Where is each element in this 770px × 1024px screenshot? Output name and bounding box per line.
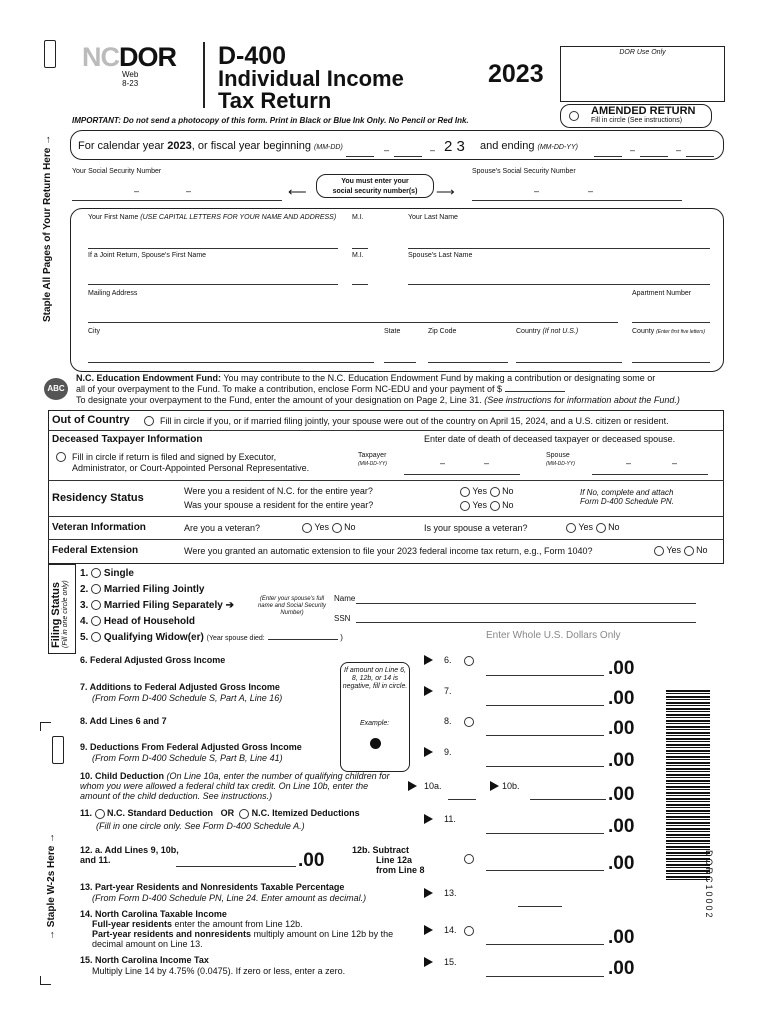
line6-negative-circle[interactable] [464,656,474,666]
line10a-field[interactable] [448,799,476,800]
period-yy[interactable]: 2 3 [444,138,465,155]
mi-field[interactable] [352,248,368,249]
spouse-ssn-filing[interactable] [356,622,696,623]
logo-divider [203,42,205,108]
filing-widow[interactable]: 5. Qualifying Widow(er) (Year spouse died: ) [80,632,343,643]
edu-fund-text: N.C. Education Endowment Fund: You may contribute to the N.C. Education Endowment Fund by making a contribution or designating some or all of your overpayment to the Fund. To make a contribution, enclose Form NC-EDU and your payment of $ To designate your overpayment to the Fund, enter the amount of your designation on Page 2, Line 31. (See instructions for information about the Fund.) [76,373,680,405]
filing-hoh[interactable]: 4. Head of Household [80,616,196,627]
spouse-death-date[interactable] [592,474,708,475]
line15-amount[interactable] [486,976,604,977]
line14-amount[interactable] [486,944,604,945]
out-of-country-circle[interactable] [144,416,154,426]
veteran-you-options[interactable]: Yes No [302,522,356,533]
last-name-field[interactable] [408,248,710,249]
w2-staple-bracket-top [40,722,51,731]
name-address-box [70,208,724,372]
state-field[interactable] [384,362,416,363]
spouse-ssn-label: Spouse's Social Security Number [472,168,576,175]
form-title-1: Individual Income [218,66,404,91]
must-enter-ssn: You must enter your social security number(s) [316,174,434,198]
your-ssn-field[interactable] [72,200,282,201]
ncdor-logo: NCDOR [82,42,176,72]
line8-amount[interactable] [486,735,604,736]
line6-amount[interactable] [486,675,604,676]
filing-joint[interactable]: 2. Married Filing Jointly [80,584,205,595]
veteran-spouse-options[interactable]: Yes No [566,522,620,533]
line8-negative-circle[interactable] [464,717,474,727]
executor-circle[interactable] [56,452,66,462]
abc-icon: ABC [44,378,68,400]
residency-you-options[interactable]: Yes No [460,486,514,497]
federal-ext-options[interactable]: Yes No [654,545,708,556]
residency-spouse-options[interactable]: Yes No [460,500,514,511]
county-field[interactable] [632,362,710,363]
period-text: For calendar year 2023, or fiscal year beginning (MM-DD) [78,140,343,152]
tax-year: 2023 [488,60,544,88]
first-name-label: Your First Name (USE CAPITAL LETTERS FOR YOUR NAME AND ADDRESS) [88,214,337,221]
important-note: IMPORTANT: Do not send a photocopy of this form. Print in Black or Blue Ink Only. No Pencil or Red Ink. [72,116,469,125]
staple-box-top [44,40,56,68]
spouse-name-field[interactable] [356,603,696,604]
staple-w2-text: → Staple W-2s Here → [46,832,57,940]
line9-amount[interactable] [486,766,604,767]
form-title-2: Tax Return [218,88,332,113]
staple-pages-text: Staple All Pages of Your Return Here → [42,134,53,322]
amended-box[interactable]: AMENDED RETURN Fill in circle (See instructions) [560,104,712,128]
filing-separate[interactable]: 3. Married Filing Separately ➔ [80,600,235,611]
spouse-first-field[interactable] [88,284,338,285]
period-ending: and ending (MM-DD-YY) [480,140,578,152]
dor-use-box: DOR Use Only [560,46,725,102]
spouse-mi-field[interactable] [352,284,368,285]
line12a-amount[interactable] [176,866,296,867]
line12b-amount[interactable] [486,870,604,871]
spouse-last-field[interactable] [408,284,710,285]
line11-amount[interactable] [486,833,604,834]
zip-field[interactable] [428,362,508,363]
line14-negative-circle[interactable] [464,926,474,936]
spouse-ssn-field[interactable] [472,200,682,201]
apartment-field[interactable] [632,322,710,323]
filing-single[interactable]: 1. Single [80,568,134,579]
your-ssn-label: Your Social Security Number [72,168,162,175]
line13-amount[interactable] [518,906,562,907]
country-field[interactable] [516,362,622,363]
line12b-negative-circle[interactable] [464,854,474,864]
w2-staple-bracket-bottom [40,976,51,985]
city-field[interactable] [88,362,374,363]
line7-amount[interactable] [486,705,604,706]
example-filled-circle [370,738,381,749]
taxpayer-death-date[interactable] [404,474,520,475]
mailing-address-field[interactable] [88,322,618,323]
form-number: D-400 [218,42,287,70]
web-label: Web 8-23 [122,70,139,88]
first-name-field[interactable] [88,248,338,249]
amended-circle[interactable] [569,111,579,121]
line10b-amount[interactable] [530,799,606,800]
w2-staple-box [52,736,64,764]
line11-options[interactable]: 11. N.C. Standard Deduction OR N.C. Itemized Deductions [80,808,360,818]
